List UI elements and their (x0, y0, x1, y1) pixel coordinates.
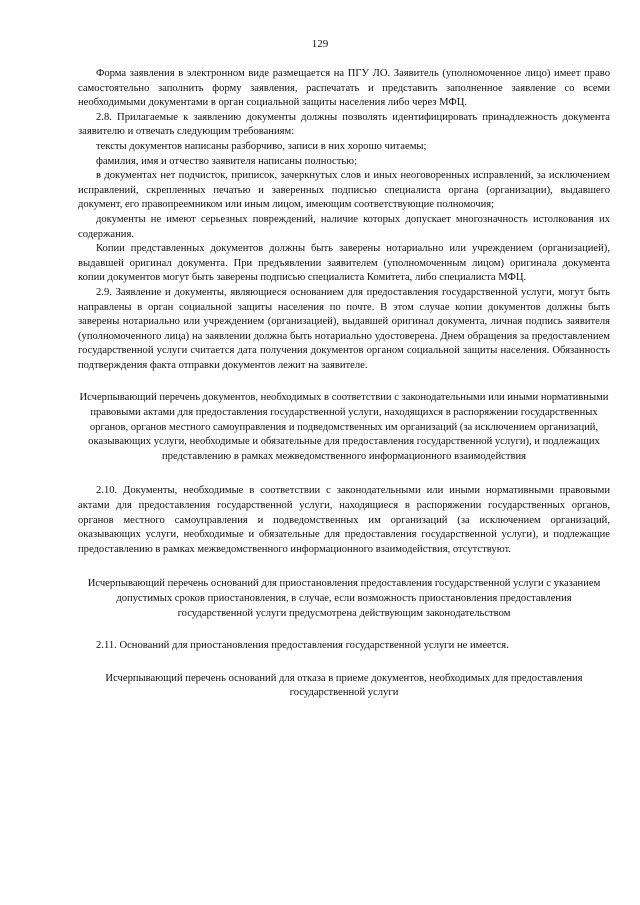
requirement-item: в документах нет подчисток, приписок, зачеркнутых слов и иных неоговоренных исправлений, за исключением исправлений, скрепленных печатью и заверенных подписью специалиста органа (организации), выдавшего документ, его правопреемником или иным лицом, имеющим соответствующие полномочия; (78, 170, 610, 211)
requirement-item: документы не имеют серьезных повреждений, наличие которых допускает многозначность истолкования их содержания. (78, 213, 610, 240)
paragraph-2-8: 2.8. Прилагаемые к заявлению документы должны позволять идентифицировать принадлежность документа заявителю и отвечать следующим требованиям: (78, 111, 610, 138)
requirement-item: тексты документов написаны разборчиво, записи в них хорошо читаемы; (96, 140, 427, 152)
page-number: 129 (311, 38, 329, 50)
paragraph-2-9: 2.9. Заявление и документы, являющиеся основанием для предоставления государственной услуги, могут быть направлены в орган социальной защиты населения по почте. В этом случае копии документов должны быть заверены нотариально или учреждением (организацией), выдавшей оригинал документа, личная подпись заявителя (уполномоченного лица) на заявлении должна быть нотариально удостоверена. Днем обращения за предоставлением государственной услуги считается дата получения документов органом социальной защиты населения. Обязанность подтверждения факта отправки документов лежит на заявителе. (78, 286, 610, 371)
section-heading-refusal: Исчерпывающий перечень оснований для отказа в приеме документов, необходимых для предоставления государственной услуги (105, 672, 583, 699)
section-heading-suspension: Исчерпывающий перечень оснований для приостановления предоставления государственной услуги с указанием допустимых сроков приостановления, в случае, если возможность приостановления предоставления государственной услуги предусмотрена действующим законодательством (87, 578, 601, 619)
paragraph-copies: Копии представленных документов должны быть заверены нотариально или учреждением (организацией), выдавшей оригинал документа. При предъявлении заявителем (уполномоченным лицом) оригинала документа копии документов могут быть заверены подписью специалиста Комитета, либо специалиста МФЦ. (78, 243, 610, 284)
requirement-item: фамилия, имя и отчество заявителя написаны полностью; (96, 155, 358, 167)
paragraph-2-11: 2.11. Оснований для приостановления предоставления государственной услуги не имеется. (96, 640, 509, 652)
paragraph-application-form: Форма заявления в электронном виде размещается на ПГУ ЛО. Заявитель (уполномоченное лицо) имеет право самостоятельно заполнить форму заявления, распечатать и представить заполненное заявление со всеми необходимыми документами в орган социальной защиты населения либо через МФЦ. (78, 68, 610, 109)
section-heading-documents: Исчерпывающий перечень документов, необходимых в соответствии с законодательными или иными нормативными правовыми актами для предоставления государственной услуги, находящихся в распоряжении государственных органов, органов местного самоуправления и подведомственных им организаций (за исключением организаций, оказывающих услуги, необходимые и обязательные для предоставления государственной услуги), и подлежащих представлению в рамках межведомственного информационного взаимодействия (79, 392, 609, 462)
paragraph-2-10: 2.10. Документы, необходимые в соответствии с законодательными или иными нормативными правовыми актами для предоставления государственной услуги, находящиеся в распоряжении государственных органов, органов местного самоуправления и подведомственных им организаций (за исключением организаций, оказывающих услуги, необходимые и обязательные для предоставления государственной услуги), и подлежащие предоставлению в рамках межведомственного информационного взаимодействия, отсутствуют. (78, 485, 610, 555)
document-body (78, 67, 610, 701)
